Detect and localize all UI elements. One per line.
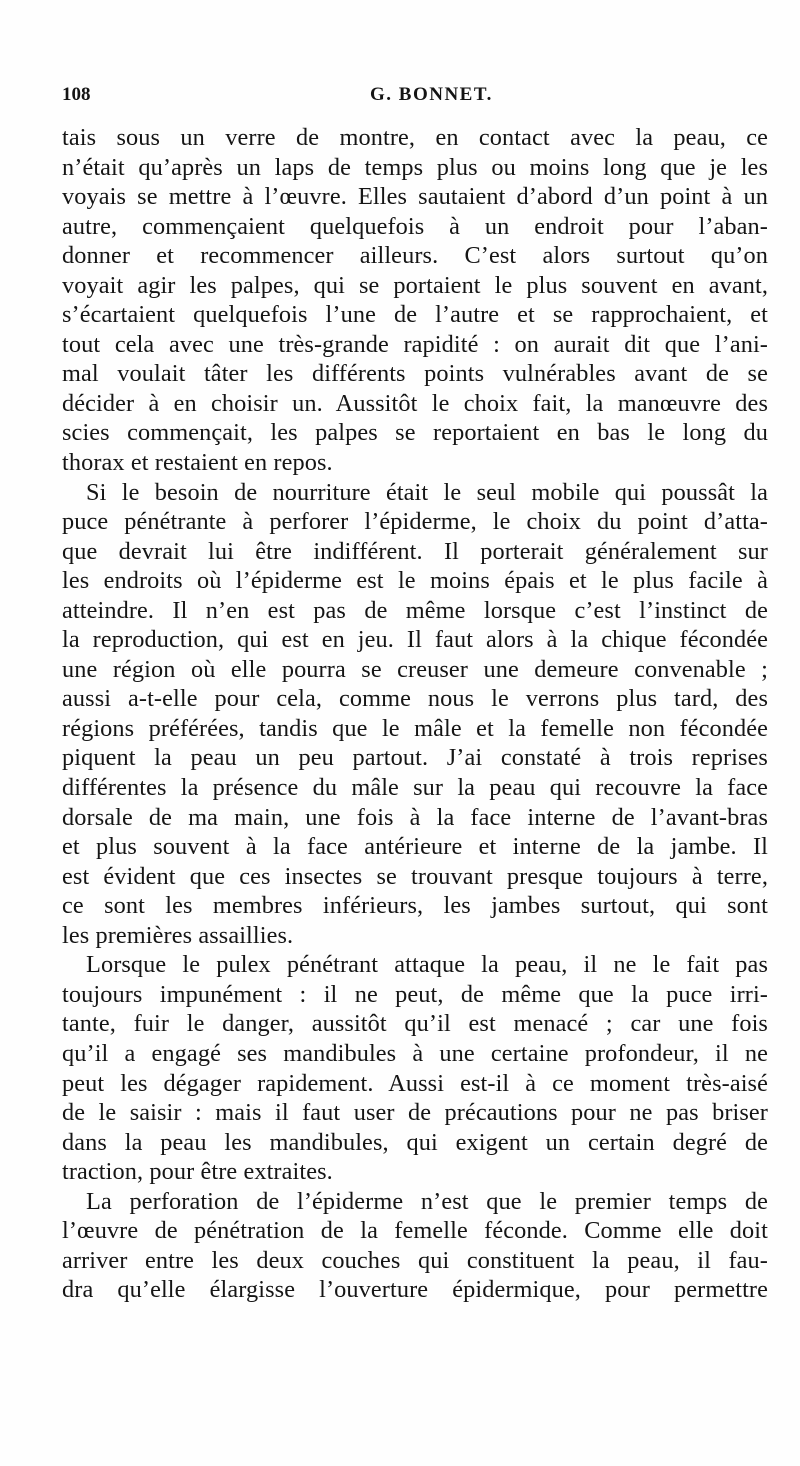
text-line: est évident que ces insectes se trouvant presque toujours à terre,	[62, 862, 768, 890]
text-line: ce sont les membres inférieurs, les jambes surtout, qui sont	[62, 892, 768, 920]
page-header	[62, 84, 770, 114]
text-line: dans la peau les mandibules, qui exigent un certain degré de	[62, 1128, 768, 1156]
text-line: autre, commençaient quelquefois à un endroit pour l’aban-	[62, 212, 768, 240]
text-line: traction, pour être extraites.	[62, 1158, 333, 1186]
text-line: que devrait lui être indifférent. Il porterait généralement sur	[62, 537, 768, 565]
text-line: dorsale de ma main, une fois à la face interne de l’avant-bras	[62, 803, 768, 831]
text-line: donner et recommencer ailleurs. C’est alors surtout qu’on	[62, 242, 768, 270]
text-line: toujours impunément : il ne peut, de même que la puce irri-	[62, 980, 768, 1008]
text-line: peut les dégager rapidement. Aussi est-il à ce moment très-aisé	[62, 1069, 768, 1097]
text-line: aussi a-t-elle pour cela, comme nous le verrons plus tard, des	[62, 685, 768, 713]
text-line: thorax et restaient en repos.	[62, 449, 333, 477]
text-line: de le saisir : mais il faut user de précautions pour ne pas briser	[62, 1099, 768, 1127]
text-line: qu’il a engagé ses mandibules à une certaine profondeur, il ne	[62, 1039, 768, 1067]
text-line: voyais se mettre à l’œuvre. Elles sautaient d’abord d’un point à un	[62, 183, 768, 211]
text-line: dra qu’elle élargisse l’ouverture épidermique, pour permettre	[62, 1276, 768, 1304]
text-line: Si le besoin de nourriture était le seul mobile qui poussât la	[86, 478, 768, 506]
text-line: puce pénétrante à perforer l’épiderme, le choix du point d’atta-	[62, 508, 768, 536]
text-line: arriver entre les deux couches qui constituent la peau, il fau-	[62, 1246, 768, 1274]
text-line: l’œuvre de pénétration de la femelle féconde. Comme elle doit	[62, 1217, 768, 1245]
text-line: La perforation de l’épiderme n’est que le premier temps de	[86, 1187, 768, 1215]
text-line: la reproduction, qui est en jeu. Il faut alors à la chique fécondée	[62, 626, 768, 654]
text-line: les premières assaillies.	[62, 921, 294, 949]
running-head: G. BONNET.	[370, 84, 493, 105]
text-line: voyait agir les palpes, qui se portaient le plus souvent en avant,	[62, 271, 768, 299]
text-line: n’était qu’après un laps de temps plus ou moins long que je les	[62, 153, 768, 181]
body-text	[62, 123, 768, 1305]
text-line: Lorsque le pulex pénétrant attaque la peau, il ne le fait pas	[86, 951, 768, 979]
text-line: décider à en choisir un. Aussitôt le choix fait, la manœuvre des	[62, 389, 768, 417]
paragraph	[62, 478, 768, 951]
text-line: piquent la peau un peu partout. J’ai constaté à trois reprises	[62, 744, 768, 772]
paragraph	[62, 950, 768, 1186]
text-line: et plus souvent à la face antérieure et interne de la jambe. Il	[62, 833, 768, 861]
text-line: tante, fuir le danger, aussitôt qu’il est menacé ; car une fois	[62, 1010, 768, 1038]
text-line: s’écartaient quelquefois l’une de l’autre et se rapprochaient, et	[62, 301, 768, 329]
text-line: différentes la présence du mâle sur la peau qui recouvre la face	[62, 774, 768, 802]
page-number: 108	[62, 84, 91, 105]
text-line: les endroits où l’épiderme est le moins épais et le plus facile à	[62, 567, 768, 595]
text-line: scies commençait, les palpes se reportaient en bas le long du	[62, 419, 768, 447]
text-line: tout cela avec une très-grande rapidité : on aurait dit que l’ani-	[62, 330, 768, 358]
text-line: une région où elle pourra se creuser une demeure convenable ;	[62, 655, 768, 683]
paragraph	[62, 123, 768, 478]
paragraph	[62, 1187, 768, 1305]
text-line: mal voulait tâter les différents points vulnérables avant de se	[62, 360, 768, 388]
text-line: tais sous un verre de montre, en contact avec la peau, ce	[62, 124, 768, 151]
text-line: atteindre. Il n’en est pas de même lorsque c’est l’instinct de	[62, 596, 768, 624]
text-line: régions préférées, tandis que le mâle et la femelle non fécondée	[62, 714, 768, 742]
